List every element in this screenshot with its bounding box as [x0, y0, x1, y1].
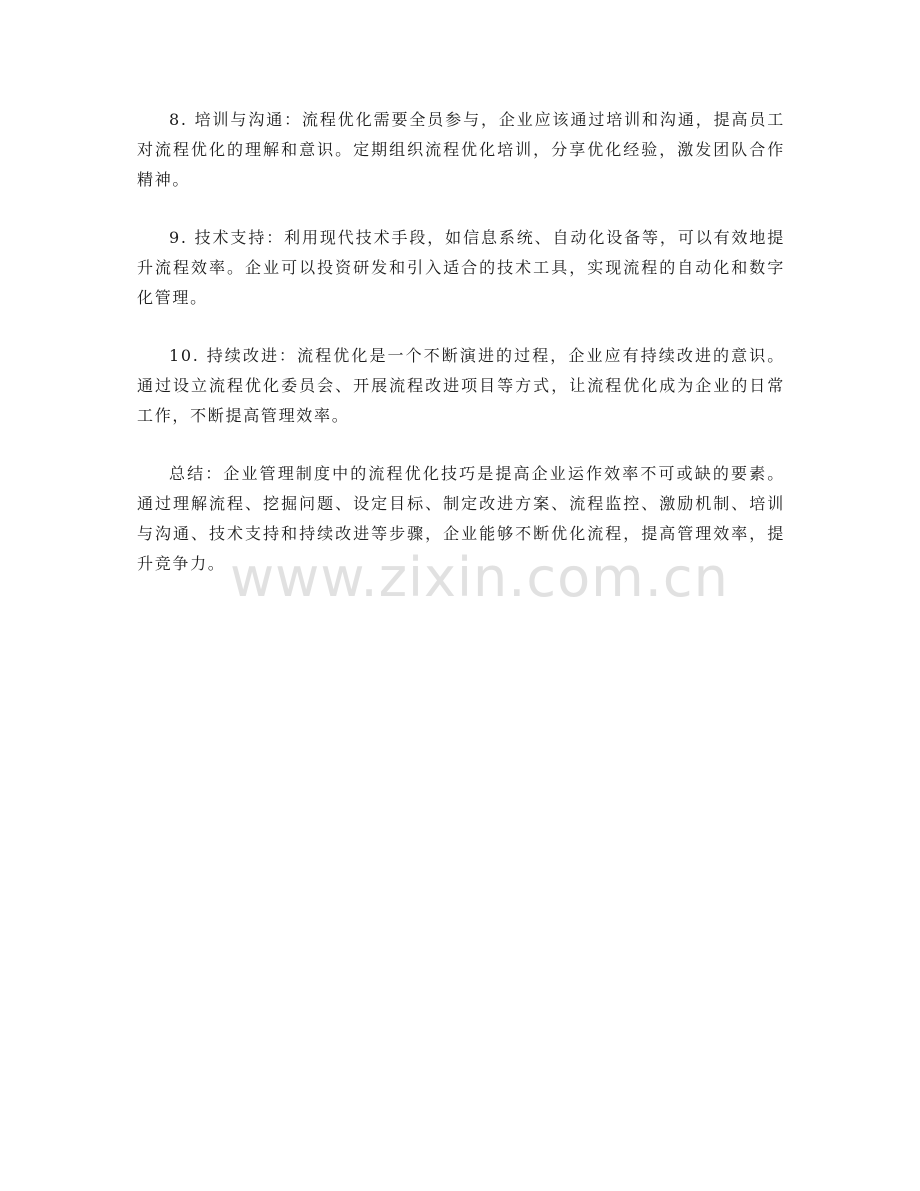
paragraph-training-communication: 8. 培训与沟通：流程优化需要全员参与，企业应该通过培训和沟通，提高员工对流程优化的理解和意识。定期组织流程优化培训，分享优化经验，激发团队合作精神。: [137, 110, 785, 189]
paragraph-summary: 总结：企业管理制度中的流程优化技巧是提高企业运作效率不可或缺的要素。通过理解流程、挖掘问题、设定目标、制定改进方案、流程监控、激励机制、培训与沟通、技术支持和持续改进等步骤，企业能够不断优化流程，提高管理效率，提升竞争力。: [137, 464, 785, 573]
document-body: [137, 105, 785, 607]
paragraph-technical-support: 9. 技术支持：利用现代技术手段，如信息系统、自动化设备等，可以有效地提升流程效率。企业可以投资研发和引入适合的技术工具，实现流程的自动化和数字化管理。: [137, 228, 785, 307]
watermark-text: www.zixin.com.cn: [230, 546, 729, 609]
paragraph-continuous-improvement: 10. 持续改进：流程优化是一个不断演进的过程，企业应有持续改进的意识。通过设立流程优化委员会、开展流程改进项目等方式，让流程优化成为企业的日常工作，不断提高管理效率。: [137, 346, 785, 425]
